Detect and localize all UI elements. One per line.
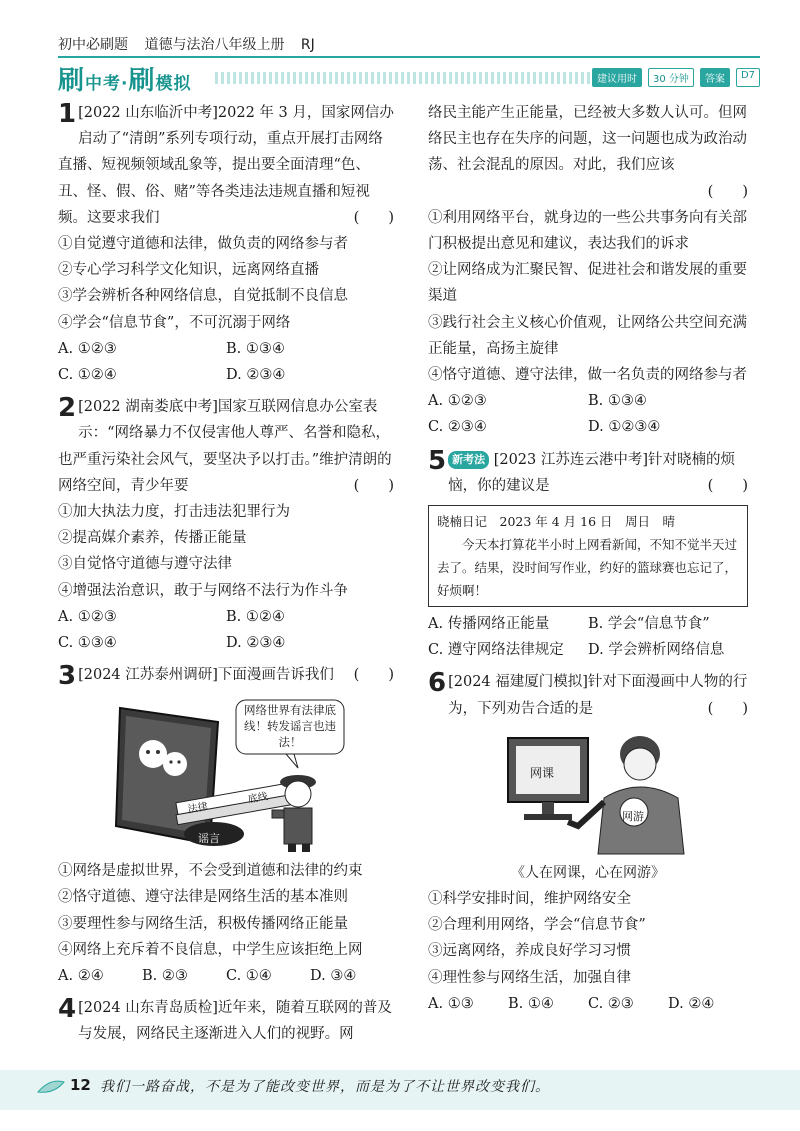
new-exam-method-badge: 新考法 (448, 451, 489, 469)
option-d[interactable]: D. ②④ (668, 995, 715, 1012)
shirt-label: 网游 (622, 809, 644, 823)
decorative-band (215, 72, 595, 84)
statement: ①自觉遵守道德和法律，做负责的网络参与者 (58, 236, 348, 253)
option-a[interactable]: A. ②④ (58, 968, 104, 985)
series-title: 初中必刷题 (58, 37, 128, 53)
option-d[interactable]: D. ①②③④ (588, 419, 661, 436)
option-a[interactable]: A. ①②③ (58, 608, 117, 625)
answer-blank[interactable]: ( ) (353, 667, 394, 684)
section-brand: 刷中考·刷模拟 (58, 66, 192, 96)
option-a[interactable]: A. ①②③ (428, 393, 487, 410)
cartoon-caption: 《人在网课，心在网游》 (511, 864, 665, 881)
question-6 (428, 669, 748, 1017)
statement: ④网络上充斥着不良信息，中学生应该拒绝上网 (58, 941, 363, 958)
question-4 (58, 995, 394, 1047)
option-a[interactable]: A. ①③ (428, 995, 474, 1012)
page-header (58, 34, 327, 54)
question-stem-part1: [2024 山东青岛质检]近年来，随着互联网的普及与发展，网络民主逐渐进入人们的视野。网 (78, 1000, 392, 1043)
statement: ③自觉恪守道德与遵守法律 (58, 556, 232, 573)
statement: ③要理性参与网络生活，积极传播网络正能量 (58, 915, 348, 932)
option-c[interactable]: C. ②③ (588, 995, 634, 1012)
option-b[interactable]: B. ②③ (142, 968, 188, 985)
option-b[interactable]: B. 学会“信息节食” (588, 616, 710, 633)
statement: ④恪守道德、遵守法律，做一名负责的网络参与者 (428, 367, 747, 384)
statement: ③践行社会主义核心价值观，让网络公共空间充满正能量，高扬主旋律 (428, 314, 747, 357)
time-value: 30 分钟 (648, 68, 694, 87)
statement: ②恪守道德、遵守法律是网络生活的基本准则 (58, 889, 348, 906)
question-2 (58, 394, 394, 656)
answer-blank[interactable]: ( ) (707, 700, 748, 717)
option-b[interactable]: B. ①②④ (226, 608, 285, 625)
option-d[interactable]: D. 学会辨析网络信息 (588, 642, 725, 659)
sign-bottomline: 底线 (247, 791, 269, 806)
leaf-icon (36, 1078, 66, 1096)
statement: ②合理利用网络，学会“信息节食” (428, 917, 646, 934)
option-c[interactable]: C. ②③④ (428, 419, 487, 436)
statement: ①网络是虚拟世界，不会受到道德和法律的约束 (58, 863, 363, 880)
options (428, 991, 748, 1017)
left-column (58, 100, 394, 1048)
header-divider (58, 56, 760, 58)
option-d[interactable]: D. ②③④ (226, 635, 286, 652)
cartoon-illustration (428, 726, 748, 856)
statement: ③学会辨析各种网络信息，自觉抵制不良信息 (58, 288, 348, 305)
option-a[interactable]: A. 传播网络正能量 (428, 616, 550, 633)
answer-blank[interactable]: ( ) (707, 183, 748, 200)
question-1 (58, 100, 394, 388)
option-b[interactable]: B. ①④ (508, 995, 554, 1012)
sign-law: 法律 (187, 801, 209, 816)
option-b[interactable]: B. ①③④ (226, 340, 285, 357)
question-3 (58, 662, 394, 989)
option-a[interactable]: A. ①②③ (58, 340, 117, 357)
right-column (428, 100, 748, 1017)
screen-label: 网课 (530, 765, 555, 780)
statement: ④增强法治意识，敢于与网络不法行为作斗争 (58, 582, 348, 599)
question-stem: [2022 湖南娄底中考]国家互联网信息办公室表示：“网络暴力不仅侵害他人尊严、名誉和隐私，也严重污染社会风气，要坚决予以打击。”维护清朗的网络空间，青少年要 (58, 399, 392, 494)
statement: ①利用网络平台，就身边的一些公共事务向有关部门积极提出意见和建议，表达我们的诉求 (428, 209, 747, 253)
option-c[interactable]: C. ①②④ (58, 367, 117, 384)
options (58, 604, 394, 656)
cartoon-online-class (428, 726, 748, 856)
statement: ④学会“信息节食”，不可沉溺于网络 (58, 314, 291, 331)
statement: ②让网络成为汇聚民智、促进社会和谐发展的重要渠道 (428, 262, 747, 305)
diary-box (428, 505, 748, 607)
answer-blank[interactable]: ( ) (707, 477, 748, 494)
question-stem: [2024 福建厦门模拟]针对下面漫画中人物的行为，下列劝告合适的是 (448, 674, 748, 717)
rumor-label: 谣言 (198, 832, 220, 846)
time-label: 建议用时 (592, 68, 642, 87)
statement: ①加大执法力度，打击违法犯罪行为 (58, 504, 290, 521)
options (428, 388, 748, 440)
question-number: 4 (58, 994, 77, 1025)
options (58, 336, 394, 388)
question-number: 2 (58, 393, 77, 424)
cartoon-illustration (58, 694, 394, 854)
option-d[interactable]: D. ③④ (310, 968, 357, 985)
diary-body: 今天本打算花半小时上网看新闻，不知不觉半天过去了。结果，没时间写作业，约好的篮球赛也忘记了，好烦啊！ (437, 537, 738, 599)
question-5 (428, 447, 748, 664)
answer-blank[interactable]: ( ) (353, 477, 394, 494)
question-number: 3 (58, 661, 77, 692)
footer-slogan: 我们一路奋战，不是为了能改变世界，而是为了不让世界改变我们。 (100, 1079, 550, 1095)
statement: ①科学安排时间，维护网络安全 (428, 891, 631, 908)
options (428, 611, 748, 663)
option-c[interactable]: C. ①④ (226, 968, 272, 985)
question-4-continued (428, 100, 748, 441)
question-stem-part2: 络民主能产生正能量，已经被大多数人认可。但网络民主也存在失序的问题，这一问题也成为政治动荡、社会混乱的原因。对此，我们应该 (428, 105, 747, 174)
option-d[interactable]: D. ②③④ (226, 367, 286, 384)
subject-title: 道德与法治八年级上册 (144, 37, 285, 53)
question-stem: [2024 江苏泰州调研]下面漫画告诉我们 (78, 667, 334, 684)
edition-label: RJ (300, 37, 315, 53)
options (58, 963, 394, 989)
statement: ②提高媒介素养，传播正能量 (58, 530, 247, 547)
option-b[interactable]: B. ①③④ (588, 393, 647, 410)
option-c[interactable]: C. ①③④ (58, 635, 117, 652)
option-c[interactable]: C. 遵守网络法律规定 (428, 642, 564, 659)
statement: ②专心学习科学文化知识，远离网络直播 (58, 262, 319, 279)
speech-bubble-text: 网络世界有法律底线！转发谣言也违法！ (244, 703, 336, 750)
question-number: 6 (428, 668, 447, 699)
cartoon-law-online (58, 694, 394, 854)
statement: ③远离网络，养成良好学习习惯 (428, 943, 631, 960)
question-stem: [2022 山东临沂中考]2022 年 3 月，国家网信办启动了“清朗”系列专项行动，重点开展打击网络直播、短视频领域乱象等，提出要全面清理“色、丑、怪、假、俗、赌”等各类违法违规直播和短视频。这要求我们 (58, 105, 394, 226)
question-number: 1 (58, 99, 77, 129)
answer-blank[interactable]: ( ) (353, 209, 394, 226)
answer-label: 答案 (700, 68, 730, 87)
answer-page: D7 (736, 68, 760, 87)
diary-header: 晓楠日记 2023 年 4 月 16 日 周日 晴 (437, 514, 676, 530)
statement: ④理性参与网络生活，加强自律 (428, 969, 631, 986)
question-stem: [2023 江苏连云港中考]针对晓楠的烦恼，你的建议是 (448, 451, 736, 494)
question-number: 5 (428, 445, 447, 476)
time-answer-meta (592, 68, 760, 87)
page-number: 12 (70, 1076, 91, 1094)
